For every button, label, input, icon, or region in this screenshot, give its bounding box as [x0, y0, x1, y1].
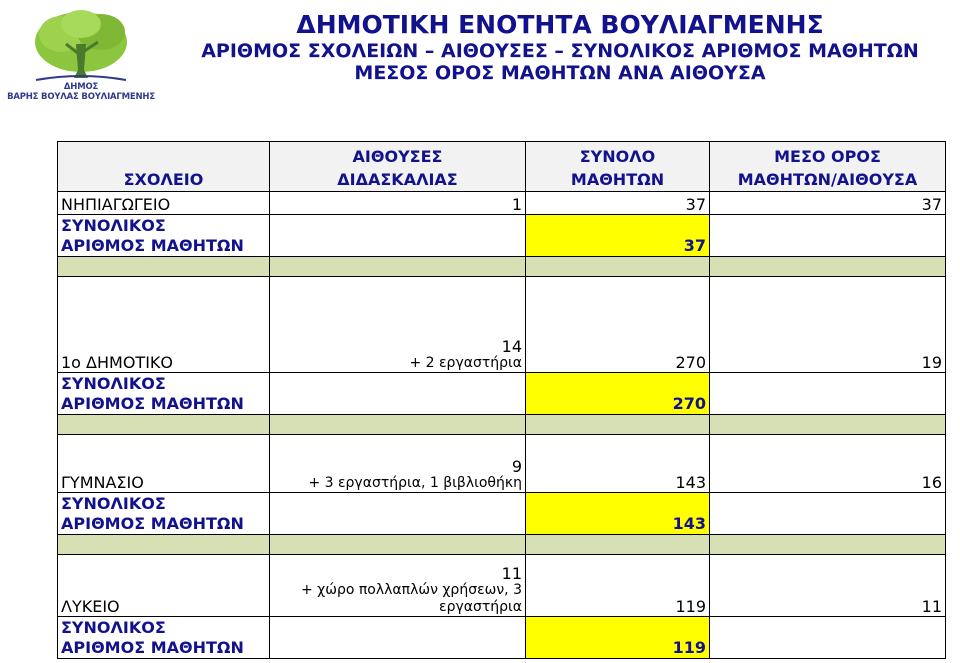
total-row — [58, 493, 946, 535]
school-average: 16 — [710, 435, 946, 493]
table-row — [58, 435, 946, 493]
table-row — [58, 277, 946, 373]
table-header-row — [58, 142, 946, 192]
school-rooms: 11 + χώρο πολλαπλών χρήσεων, 3 εργαστήρια — [270, 555, 526, 617]
separator-row — [58, 415, 946, 435]
total-students: 143 — [526, 493, 710, 535]
school-name: ΓΥΜΝΑΣΙΟ — [58, 435, 270, 493]
tree-icon — [35, 10, 127, 80]
school-rooms: 14 + 2 εργαστήρια — [270, 277, 526, 373]
header-rooms: ΑΙΘΟΥΣΕΣ ΔΙΔΑΣΚΑΛΙΑΣ — [270, 142, 526, 192]
separator-row — [58, 257, 946, 277]
total-label: ΣΥΝΟΛΙΚΟΣ ΑΡΙΘΜΟΣ ΜΑΘΗΤΩΝ — [58, 373, 270, 415]
school-students: 143 — [526, 435, 710, 493]
total-row — [58, 373, 946, 415]
page-title: ΔΗΜΟΤΙΚΗ ΕΝΟΤΗΤΑ ΒΟΥΛΙΑΓΜΕΝΗΣ — [296, 10, 824, 39]
total-label: ΣΥΝΟΛΙΚΟΣ ΑΡΙΘΜΟΣ ΜΑΘΗΤΩΝ — [58, 617, 270, 659]
title-block — [160, 10, 960, 84]
header-students: ΣΥΝΟΛΟ ΜΑΘΗΤΩΝ — [526, 142, 710, 192]
header-school: ΣΧΟΛΕΙΟ — [58, 142, 270, 192]
separator-row — [58, 535, 946, 555]
total-students: 119 — [526, 617, 710, 659]
table-row — [58, 555, 946, 617]
school-rooms: 1 — [270, 192, 526, 215]
school-students: 119 — [526, 555, 710, 617]
school-name: ΝΗΠΙΑΓΩΓΕΙΟ — [58, 192, 270, 215]
school-students: 270 — [526, 277, 710, 373]
total-row — [58, 215, 946, 257]
schools-table — [57, 141, 946, 659]
header-average: ΜΕΣΟ ΟΡΟΣ ΜΑΘΗΤΩΝ/ΑΙΘΟΥΣΑ — [710, 142, 946, 192]
school-rooms: 9 + 3 εργαστήρια, 1 βιβλιοθήκη — [270, 435, 526, 493]
total-row — [58, 617, 946, 659]
school-average: 19 — [710, 277, 946, 373]
logo-caption-line2: ΒΑΡΗΣ ΒΟΥΛΑΣ ΒΟΥΛΙΑΓΜΕΝΗΣ — [7, 92, 155, 102]
total-students: 37 — [526, 215, 710, 257]
logo-caption-line1: ΔΗΜΟΣ — [63, 82, 99, 92]
total-label: ΣΥΝΟΛΙΚΟΣ ΑΡΙΘΜΟΣ ΜΑΘΗΤΩΝ — [58, 493, 270, 535]
school-average: 11 — [710, 555, 946, 617]
page-subtitle-2: ΜΕΣΟΣ ΟΡΟΣ ΜΑΘΗΤΩΝ ΑΝΑ ΑΙΘΟΥΣΑ — [354, 62, 766, 84]
total-students: 270 — [526, 373, 710, 415]
table-row — [58, 192, 946, 215]
school-average: 37 — [710, 192, 946, 215]
school-name: ΛΥΚΕΙΟ — [58, 555, 270, 617]
school-name: 1ο ΔΗΜΟΤΙΚΟ — [58, 277, 270, 373]
school-students: 37 — [526, 192, 710, 215]
total-label: ΣΥΝΟΛΙΚΟΣ ΑΡΙΘΜΟΣ ΜΑΘΗΤΩΝ — [58, 215, 270, 257]
page-subtitle-1: ΑΡΙΘΜΟΣ ΣΧΟΛΕΙΩΝ – ΑΙΘΟΥΣΕΣ – ΣΥΝΟΛΙΚΟΣ ΑΡΙΘΜΟΣ ΜΑΘΗΤΩΝ — [201, 40, 919, 62]
